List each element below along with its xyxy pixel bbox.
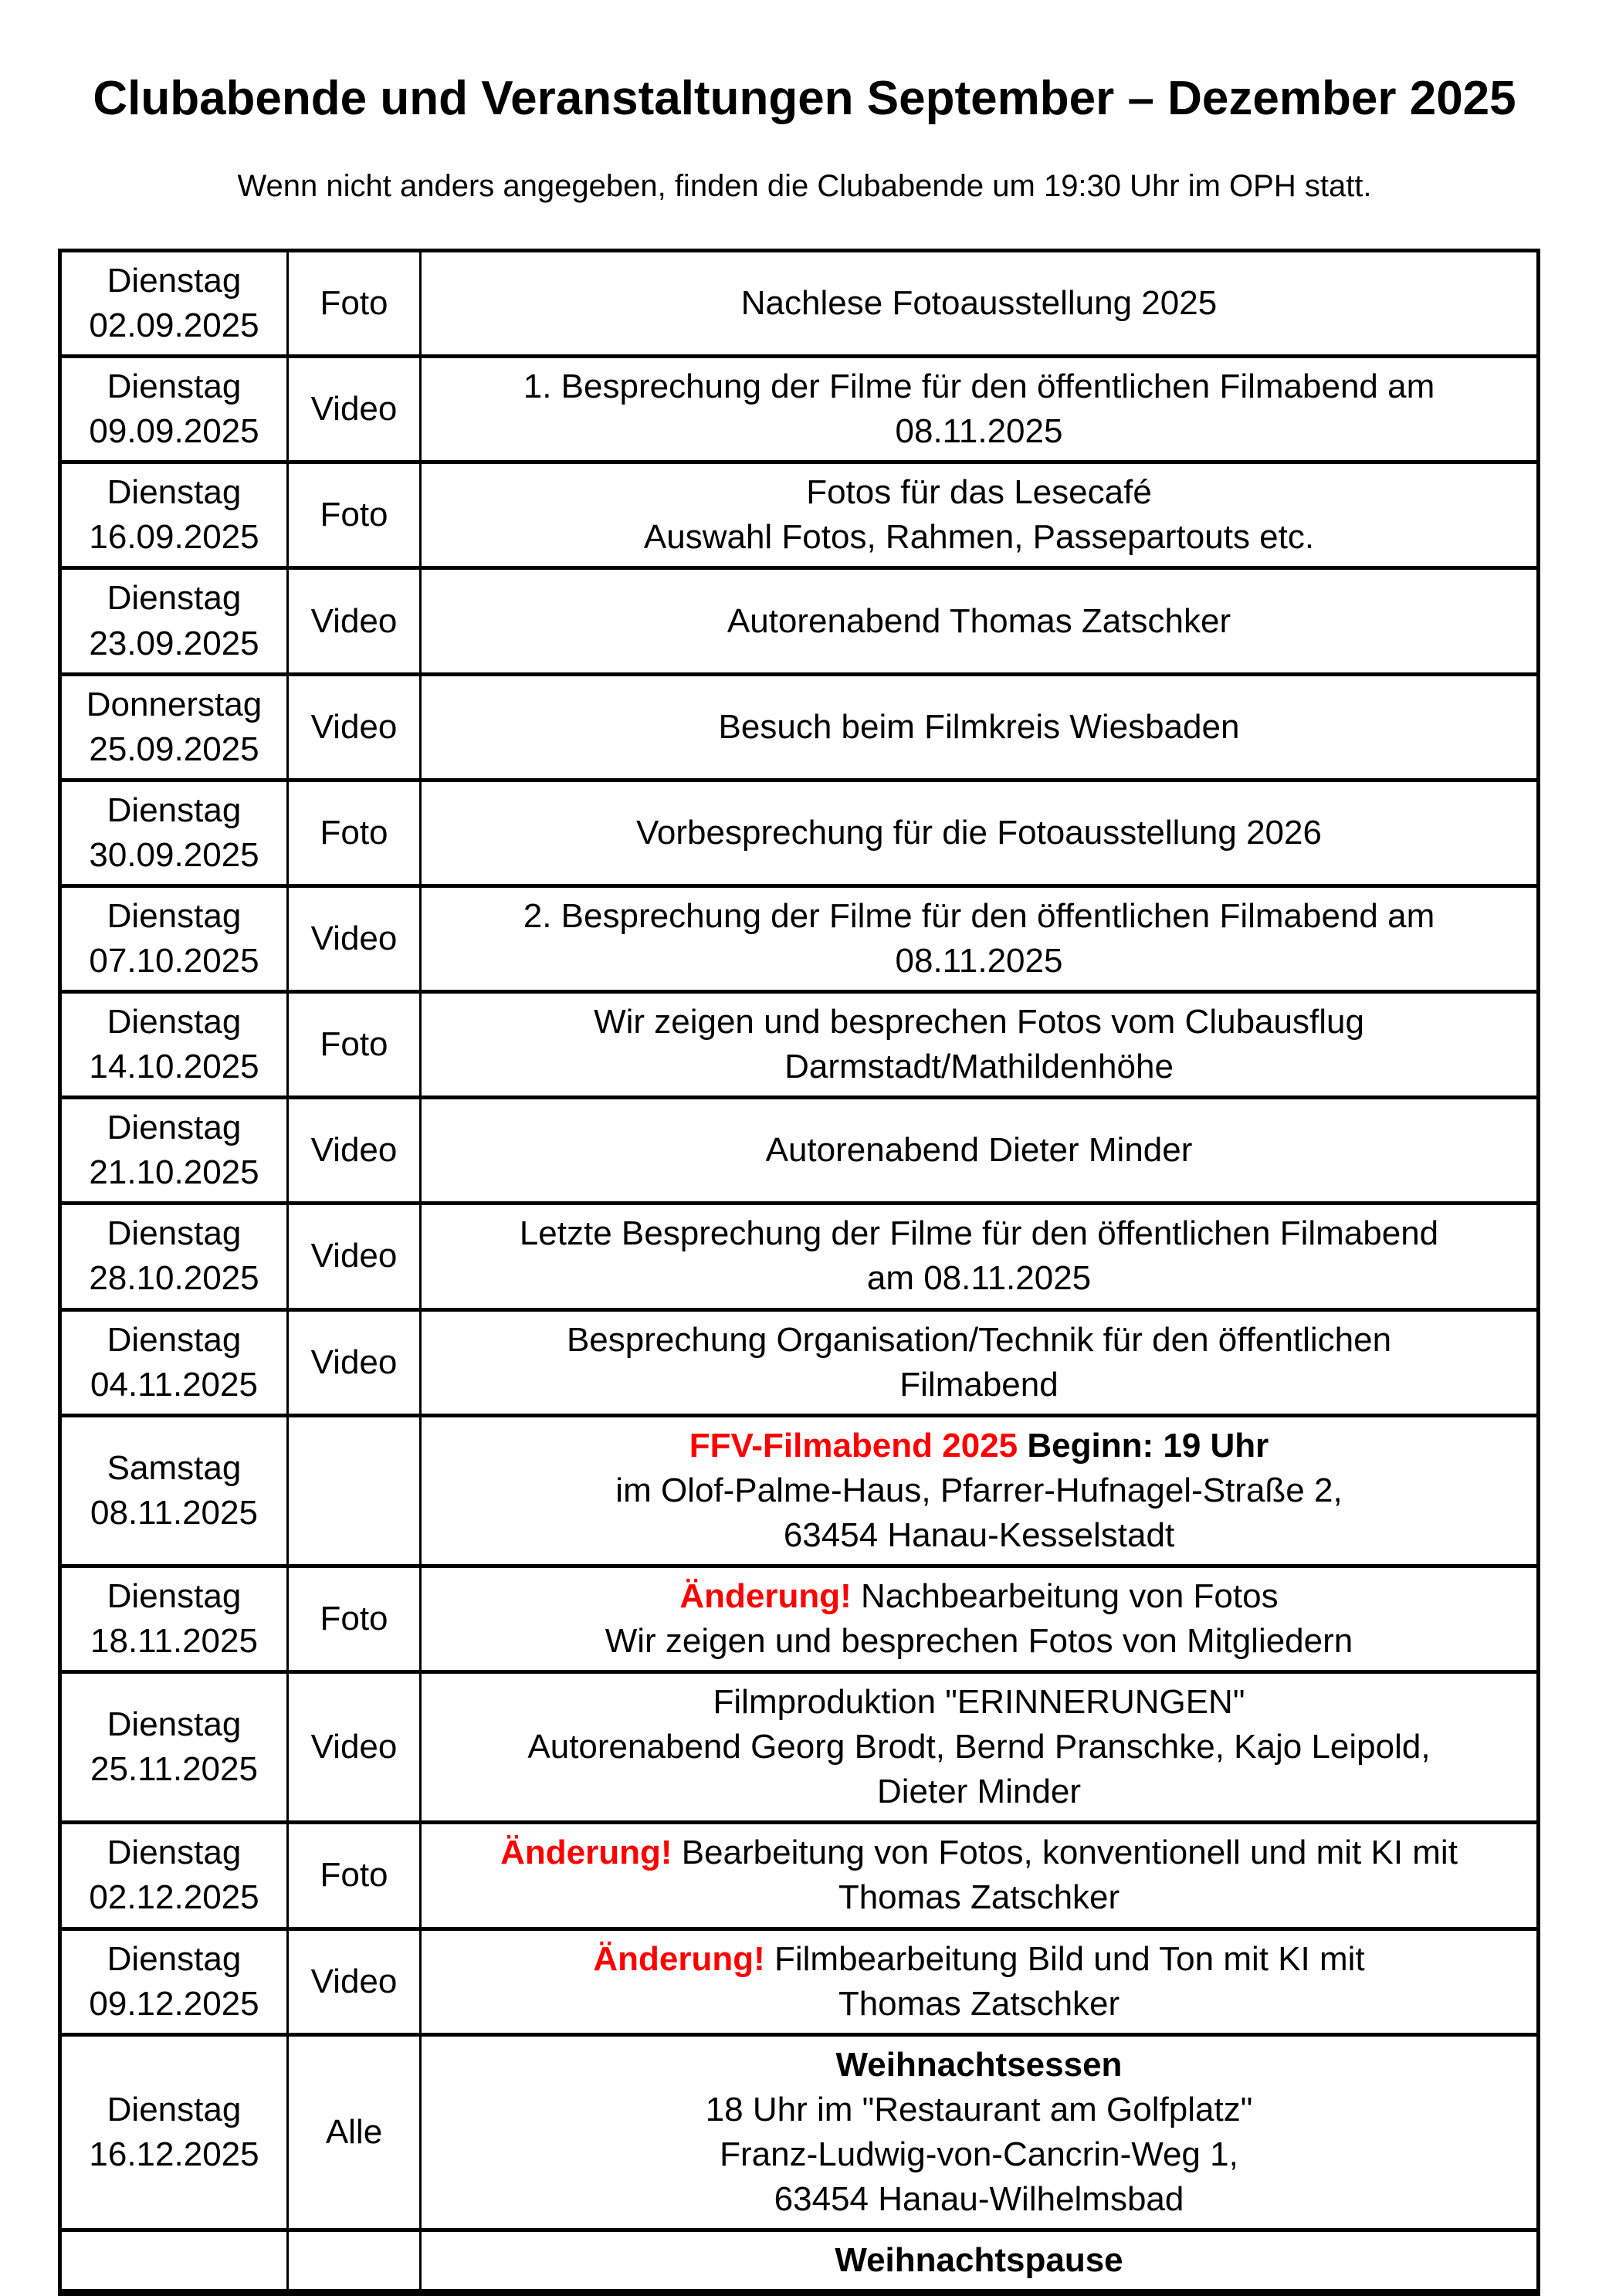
- description-segment: 63454 Hanau-Wilhelmsbad: [774, 2179, 1184, 2218]
- date-cell: [60, 251, 288, 357]
- event-day: Dienstag: [107, 262, 242, 300]
- event-type: Foto: [320, 1599, 388, 1637]
- description-cell: [421, 1566, 1539, 1671]
- description-segment: im Olof-Palme-Haus, Pfarrer-Hufnagel-Straße 2,: [615, 1471, 1343, 1509]
- type-cell: [288, 1929, 421, 2034]
- date-cell: [60, 2230, 288, 2292]
- table-row: [60, 780, 1539, 886]
- event-description: [431, 705, 1527, 750]
- description-cell: [421, 1823, 1539, 1929]
- event-type: Video: [310, 1131, 398, 1170]
- event-description: [431, 811, 1527, 855]
- description-line: [431, 939, 1527, 984]
- description-segment: Änderung!: [593, 1939, 765, 1978]
- event-date: 09.12.2025: [89, 1984, 259, 2023]
- description-segment: Besuch beim Filmkreis Wiesbaden: [718, 707, 1240, 746]
- event-description: [431, 1680, 1527, 1814]
- event-date: 16.09.2025: [89, 518, 259, 557]
- description-line: [431, 811, 1527, 855]
- description-segment: FFV-Filmabend 2025: [689, 1426, 1018, 1465]
- description-line: [431, 1769, 1527, 1814]
- type-cell: [288, 1204, 421, 1309]
- type-cell: [288, 1309, 421, 1415]
- event-day: Dienstag: [107, 2090, 242, 2128]
- description-segment: Nachbearbeitung von Fotos: [851, 1576, 1279, 1615]
- event-date: 18.11.2025: [90, 1622, 258, 1661]
- description-cell: [421, 2034, 1539, 2230]
- description-line: [431, 2132, 1527, 2177]
- date-cell: [60, 1672, 288, 1823]
- description-line: [431, 1982, 1527, 2027]
- description-line: [431, 1363, 1527, 1407]
- description-segment: Wir zeigen und besprechen Fotos von Mitgliedern: [605, 1622, 1353, 1661]
- table-row: [60, 1929, 1539, 2034]
- event-description: [431, 1830, 1527, 1920]
- date-cell: [60, 1566, 288, 1671]
- description-line: [431, 1000, 1527, 1045]
- type-cell: [288, 357, 421, 462]
- type-cell: [288, 992, 421, 1098]
- event-date: 08.11.2025: [90, 1493, 258, 1532]
- event-description: [431, 1937, 1527, 2027]
- event-description: [431, 470, 1527, 560]
- description-segment: Filmabend: [899, 1365, 1059, 1404]
- description-line: [431, 1619, 1527, 1664]
- description-segment: Änderung!: [500, 1834, 672, 1872]
- event-day: Samstag: [107, 1448, 242, 1487]
- description-cell: [421, 357, 1539, 462]
- event-date: 25.11.2025: [90, 1750, 258, 1789]
- table-row: [60, 1823, 1539, 1929]
- table-row: [60, 357, 1539, 462]
- description-segment: am 08.11.2025: [866, 1259, 1092, 1298]
- description-segment: Thomas Zatschker: [838, 1984, 1120, 2023]
- description-cell: [421, 1672, 1539, 1823]
- description-line: [431, 1424, 1527, 1468]
- description-cell: [421, 780, 1539, 886]
- description-cell: [421, 1929, 1539, 2034]
- events-table-body: [60, 251, 1539, 2293]
- date-cell: [60, 780, 288, 886]
- event-day: Dienstag: [107, 791, 242, 829]
- description-cell: [421, 1415, 1539, 1566]
- description-line: [431, 705, 1527, 750]
- event-date: 02.09.2025: [89, 306, 259, 345]
- description-segment: Thomas Zatschker: [838, 1878, 1120, 1917]
- table-row: [60, 992, 1539, 1098]
- event-type: Foto: [320, 813, 388, 852]
- event-type: Foto: [320, 496, 388, 534]
- event-date: 25.09.2025: [89, 730, 259, 768]
- description-segment: Darmstadt/Mathildenhöhe: [784, 1048, 1174, 1086]
- description-line: [431, 1513, 1527, 1558]
- description-segment: 08.11.2025: [895, 412, 1063, 451]
- type-cell: [288, 1415, 421, 1566]
- type-cell: [288, 1566, 421, 1671]
- description-cell: [421, 886, 1539, 991]
- event-description: [431, 1318, 1527, 1407]
- description-segment: Filmbearbeitung Bild und Ton mit KI mit: [764, 1939, 1365, 1978]
- event-date: 16.12.2025: [89, 2135, 259, 2173]
- page-title: Clubabende und Veranstaltungen September – Dezember 2025: [93, 72, 1516, 125]
- event-date: 14.10.2025: [89, 1048, 259, 1086]
- event-day: Dienstag: [107, 1705, 242, 1744]
- event-day: Dienstag: [107, 1834, 242, 1872]
- event-day: Dienstag: [107, 473, 242, 512]
- type-cell: [288, 568, 421, 674]
- description-cell: [421, 992, 1539, 1098]
- events-table: [58, 249, 1540, 2296]
- event-day: Dienstag: [107, 367, 242, 406]
- event-day: Dienstag: [107, 1003, 242, 1041]
- table-row: [60, 2034, 1539, 2230]
- description-segment: Wir zeigen und besprechen Fotos vom Clubausflug: [594, 1003, 1364, 1041]
- event-description: [431, 599, 1527, 644]
- type-cell: [288, 780, 421, 886]
- description-line: [431, 1468, 1527, 1513]
- description-segment: Autorenabend Dieter Minder: [765, 1131, 1193, 1170]
- event-date: 04.11.2025: [90, 1365, 258, 1404]
- description-line: [431, 2088, 1527, 2132]
- event-date: 28.10.2025: [89, 1259, 259, 1298]
- event-day: Dienstag: [107, 1214, 242, 1253]
- event-description: [431, 364, 1527, 454]
- description-segment: Besprechung Organisation/Technik für den öffentlichen: [566, 1320, 1392, 1359]
- date-cell: [60, 2034, 288, 2230]
- description-line: [431, 1725, 1527, 1769]
- event-description: [431, 1128, 1527, 1173]
- description-segment: Auswahl Fotos, Rahmen, Passepartouts etc.: [643, 518, 1315, 557]
- table-row: [60, 1309, 1539, 1415]
- table-row: [60, 1415, 1539, 1566]
- event-type: Video: [310, 1237, 398, 1275]
- event-description: [431, 1574, 1527, 1664]
- table-row: [60, 674, 1539, 780]
- description-segment: Franz-Ludwig-von-Cancrin-Weg 1,: [720, 2135, 1238, 2173]
- description-segment: Beginn: 19 Uhr: [1018, 1426, 1269, 1465]
- event-day: Dienstag: [107, 1576, 242, 1615]
- event-description: [431, 894, 1527, 984]
- event-type: Video: [310, 1728, 398, 1766]
- event-type: Foto: [320, 1025, 388, 1064]
- event-description: [431, 281, 1527, 326]
- date-cell: [60, 674, 288, 780]
- description-line: [431, 2238, 1527, 2283]
- description-segment: Autorenabend Georg Brodt, Bernd Pranschke, Kajo Leipold,: [527, 1728, 1431, 1766]
- event-day: Donnerstag: [86, 685, 263, 723]
- event-type: Video: [310, 1343, 398, 1381]
- description-cell: [421, 1098, 1539, 1204]
- page-subtitle: Wenn nicht anders angegeben, finden die Clubabende um 19:30 Uhr im OPH statt.: [237, 169, 1372, 203]
- event-type: Video: [310, 1962, 398, 2000]
- description-segment: Weihnachtsessen: [835, 2045, 1123, 2084]
- description-segment: 18 Uhr im "Restaurant am Golfplatz": [705, 2090, 1253, 2128]
- table-row: [60, 1672, 1539, 1823]
- description-cell: [421, 1309, 1539, 1415]
- date-cell: [60, 1204, 288, 1309]
- event-date: 30.09.2025: [89, 835, 259, 874]
- description-cell: [421, 1204, 1539, 1309]
- table-row: [60, 886, 1539, 991]
- table-row: [60, 568, 1539, 674]
- table-row: [60, 2230, 1539, 2292]
- date-cell: [60, 886, 288, 991]
- date-cell: [60, 568, 288, 674]
- event-day: Dienstag: [107, 1109, 242, 1147]
- event-description: [431, 2238, 1527, 2283]
- type-cell: [288, 1098, 421, 1204]
- event-description: [431, 2043, 1527, 2222]
- description-segment: Filmproduktion "ERINNERUNGEN": [713, 1683, 1245, 1722]
- table-row: [60, 462, 1539, 568]
- table-row: [60, 1098, 1539, 1204]
- event-description: [431, 1424, 1527, 1558]
- description-line: [431, 409, 1527, 454]
- type-cell: [288, 2034, 421, 2230]
- description-segment: Nachlese Fotoausstellung 2025: [740, 284, 1218, 323]
- description-segment: 1. Besprechung der Filme für den öffentlichen Filmabend am: [523, 367, 1435, 406]
- event-date: 09.09.2025: [89, 412, 259, 451]
- type-cell: [288, 2230, 421, 2292]
- description-line: [431, 599, 1527, 644]
- description-line: [431, 1256, 1527, 1301]
- description-cell: [421, 568, 1539, 674]
- event-day: Dienstag: [107, 1939, 242, 1978]
- description-segment: Weihnachtspause: [835, 2240, 1123, 2279]
- event-date: 23.09.2025: [89, 624, 259, 662]
- description-line: [431, 1318, 1527, 1363]
- event-type: Video: [310, 601, 398, 640]
- event-type: Foto: [320, 284, 388, 323]
- description-cell: [421, 462, 1539, 568]
- description-line: [431, 1128, 1527, 1173]
- description-cell: [421, 2230, 1539, 2292]
- event-day: Dienstag: [107, 1320, 242, 1359]
- event-type: Video: [310, 390, 398, 428]
- description-line: [431, 1045, 1527, 1089]
- type-cell: [288, 462, 421, 568]
- description-segment: Änderung!: [679, 1576, 852, 1615]
- description-line: [431, 470, 1527, 515]
- type-cell: [288, 674, 421, 780]
- description-segment: Vorbesprechung für die Fotoausstellung 2026: [636, 813, 1322, 852]
- date-cell: [60, 1823, 288, 1929]
- event-date: 21.10.2025: [89, 1153, 259, 1192]
- event-description: [431, 1000, 1527, 1089]
- description-segment: Letzte Besprechung der Filme für den öffentlichen Filmabend: [519, 1214, 1439, 1253]
- description-line: [431, 364, 1527, 409]
- description-cell: [421, 674, 1539, 780]
- date-cell: [60, 992, 288, 1098]
- event-type: Video: [310, 707, 398, 746]
- date-cell: [60, 462, 288, 568]
- description-line: [431, 1875, 1527, 1920]
- date-cell: [60, 1309, 288, 1415]
- event-type: Alle: [325, 2112, 383, 2151]
- description-line: [431, 1830, 1527, 1875]
- table-row: [60, 1204, 1539, 1309]
- event-day: Dienstag: [107, 579, 242, 618]
- event-type: Foto: [320, 1856, 388, 1895]
- description-segment: Autorenabend Thomas Zatschker: [727, 601, 1231, 640]
- description-segment: Fotos für das Lesecafé: [806, 473, 1152, 512]
- description-segment: Dieter Minder: [876, 1773, 1082, 1811]
- description-line: [431, 281, 1527, 326]
- date-cell: [60, 1929, 288, 2034]
- description-cell: [421, 251, 1539, 357]
- description-line: [431, 1937, 1527, 1982]
- description-line: [431, 515, 1527, 560]
- description-line: [431, 1680, 1527, 1725]
- description-line: [431, 2177, 1527, 2222]
- description-segment: 63454 Hanau-Kesselstadt: [783, 1515, 1175, 1554]
- description-line: [431, 1211, 1527, 1256]
- date-cell: [60, 1415, 288, 1566]
- description-segment: 08.11.2025: [895, 942, 1063, 980]
- description-line: [431, 894, 1527, 939]
- event-description: [431, 1211, 1527, 1301]
- description-segment: 2. Besprechung der Filme für den öffentlichen Filmabend am: [523, 896, 1435, 935]
- description-segment: Bearbeitung von Fotos, konventionell und mit KI mit: [672, 1834, 1458, 1872]
- event-type: Video: [310, 919, 398, 957]
- description-line: [431, 2043, 1527, 2088]
- description-line: [431, 1574, 1527, 1619]
- type-cell: [288, 1672, 421, 1823]
- type-cell: [288, 886, 421, 991]
- table-row: [60, 1566, 1539, 1671]
- table-row: [60, 251, 1539, 357]
- event-date: 02.12.2025: [89, 1878, 259, 1917]
- event-day: Dienstag: [107, 896, 242, 935]
- date-cell: [60, 357, 288, 462]
- event-date: 07.10.2025: [89, 942, 259, 980]
- type-cell: [288, 251, 421, 357]
- type-cell: [288, 1823, 421, 1929]
- date-cell: [60, 1098, 288, 1204]
